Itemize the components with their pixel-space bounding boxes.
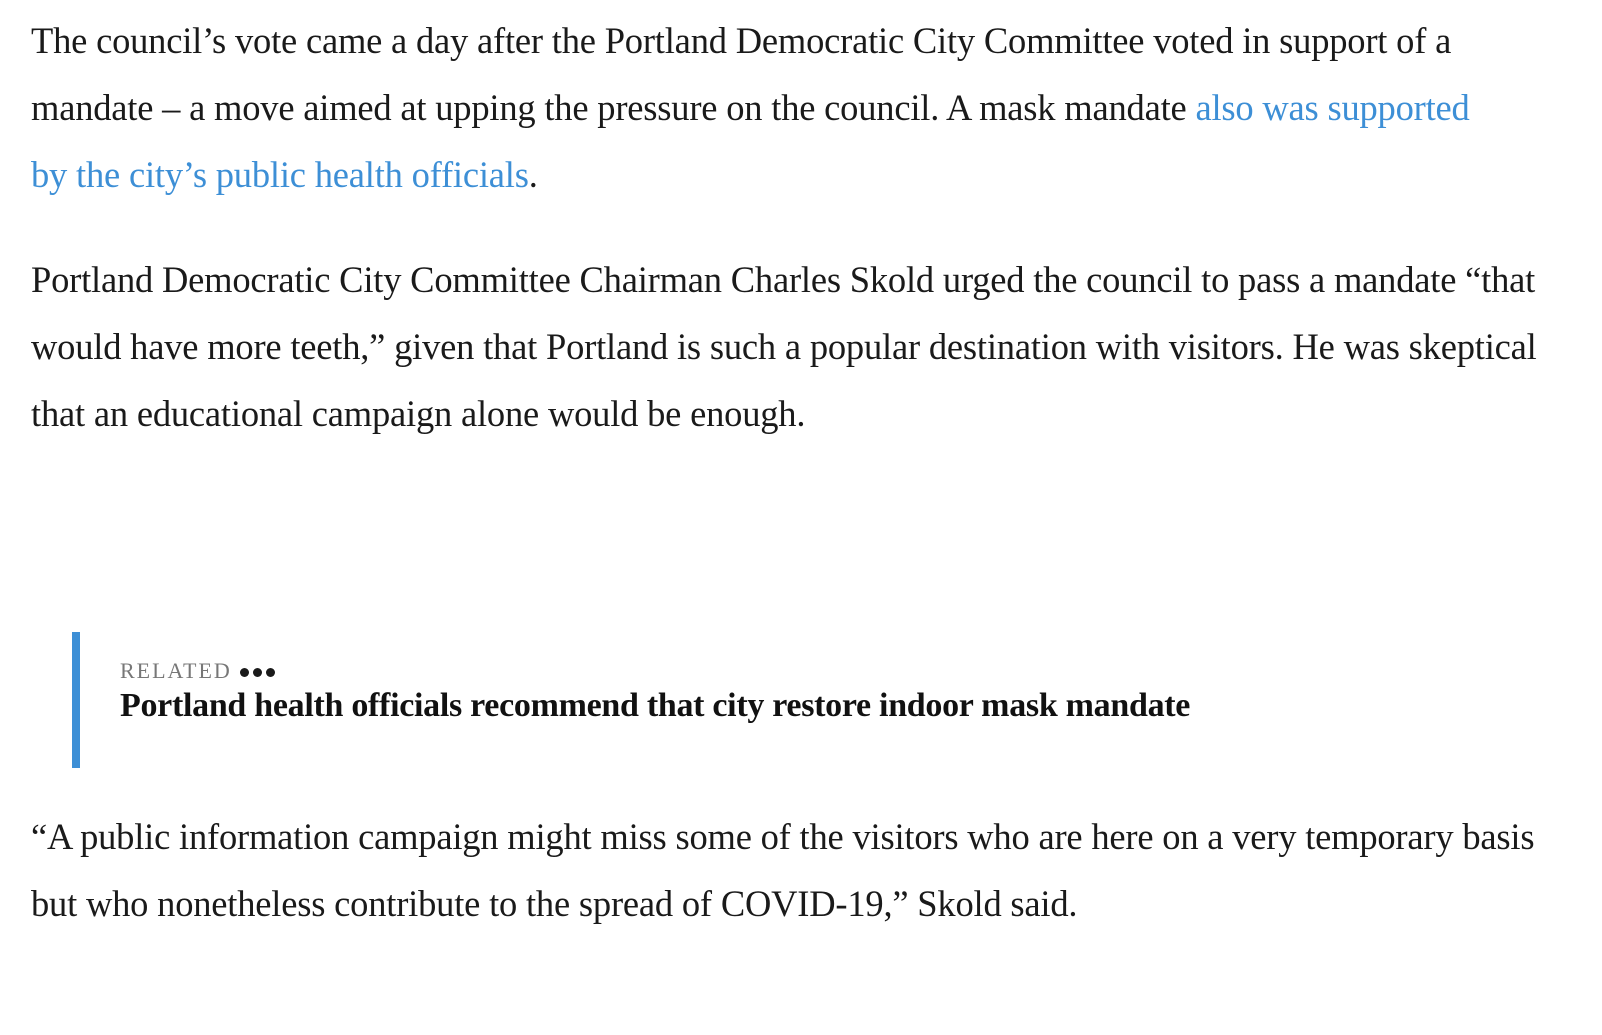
health-officials-link[interactable]: also was supported by the city’s public health officials [31, 87, 1470, 195]
related-label: RELATED [120, 658, 232, 683]
article-paragraph: “A public information campaign might miss some of the visitors who are here on a very temporary basis but who nonetheless contribute to the spread of COVID-19,” Skold said. [31, 816, 1535, 924]
paragraph-text: The council’s vote came a day after the Portland Democratic City Committee voted in support of a mandate – a move aimed at upping the pressure on the council. A mask mandate [31, 20, 1452, 128]
related-kicker [120, 658, 279, 686]
ellipsis-dots-icon [240, 657, 279, 683]
paragraph-punctuation: . [528, 154, 538, 195]
related-article-box [72, 632, 1472, 768]
article-paragraph: Portland Democratic City Committee Chairman Charles Skold urged the council to pass a mandate “that would have more teeth,” given that Portland is such a popular destination with visitors. He was skeptical that an educational campaign alone would be enough. [31, 259, 1537, 434]
related-article-link[interactable]: Portland health officials recommend that city restore indoor mask mandate [120, 687, 1191, 724]
article-paragraph [31, 7, 1511, 208]
related-accent-bar [72, 632, 80, 768]
